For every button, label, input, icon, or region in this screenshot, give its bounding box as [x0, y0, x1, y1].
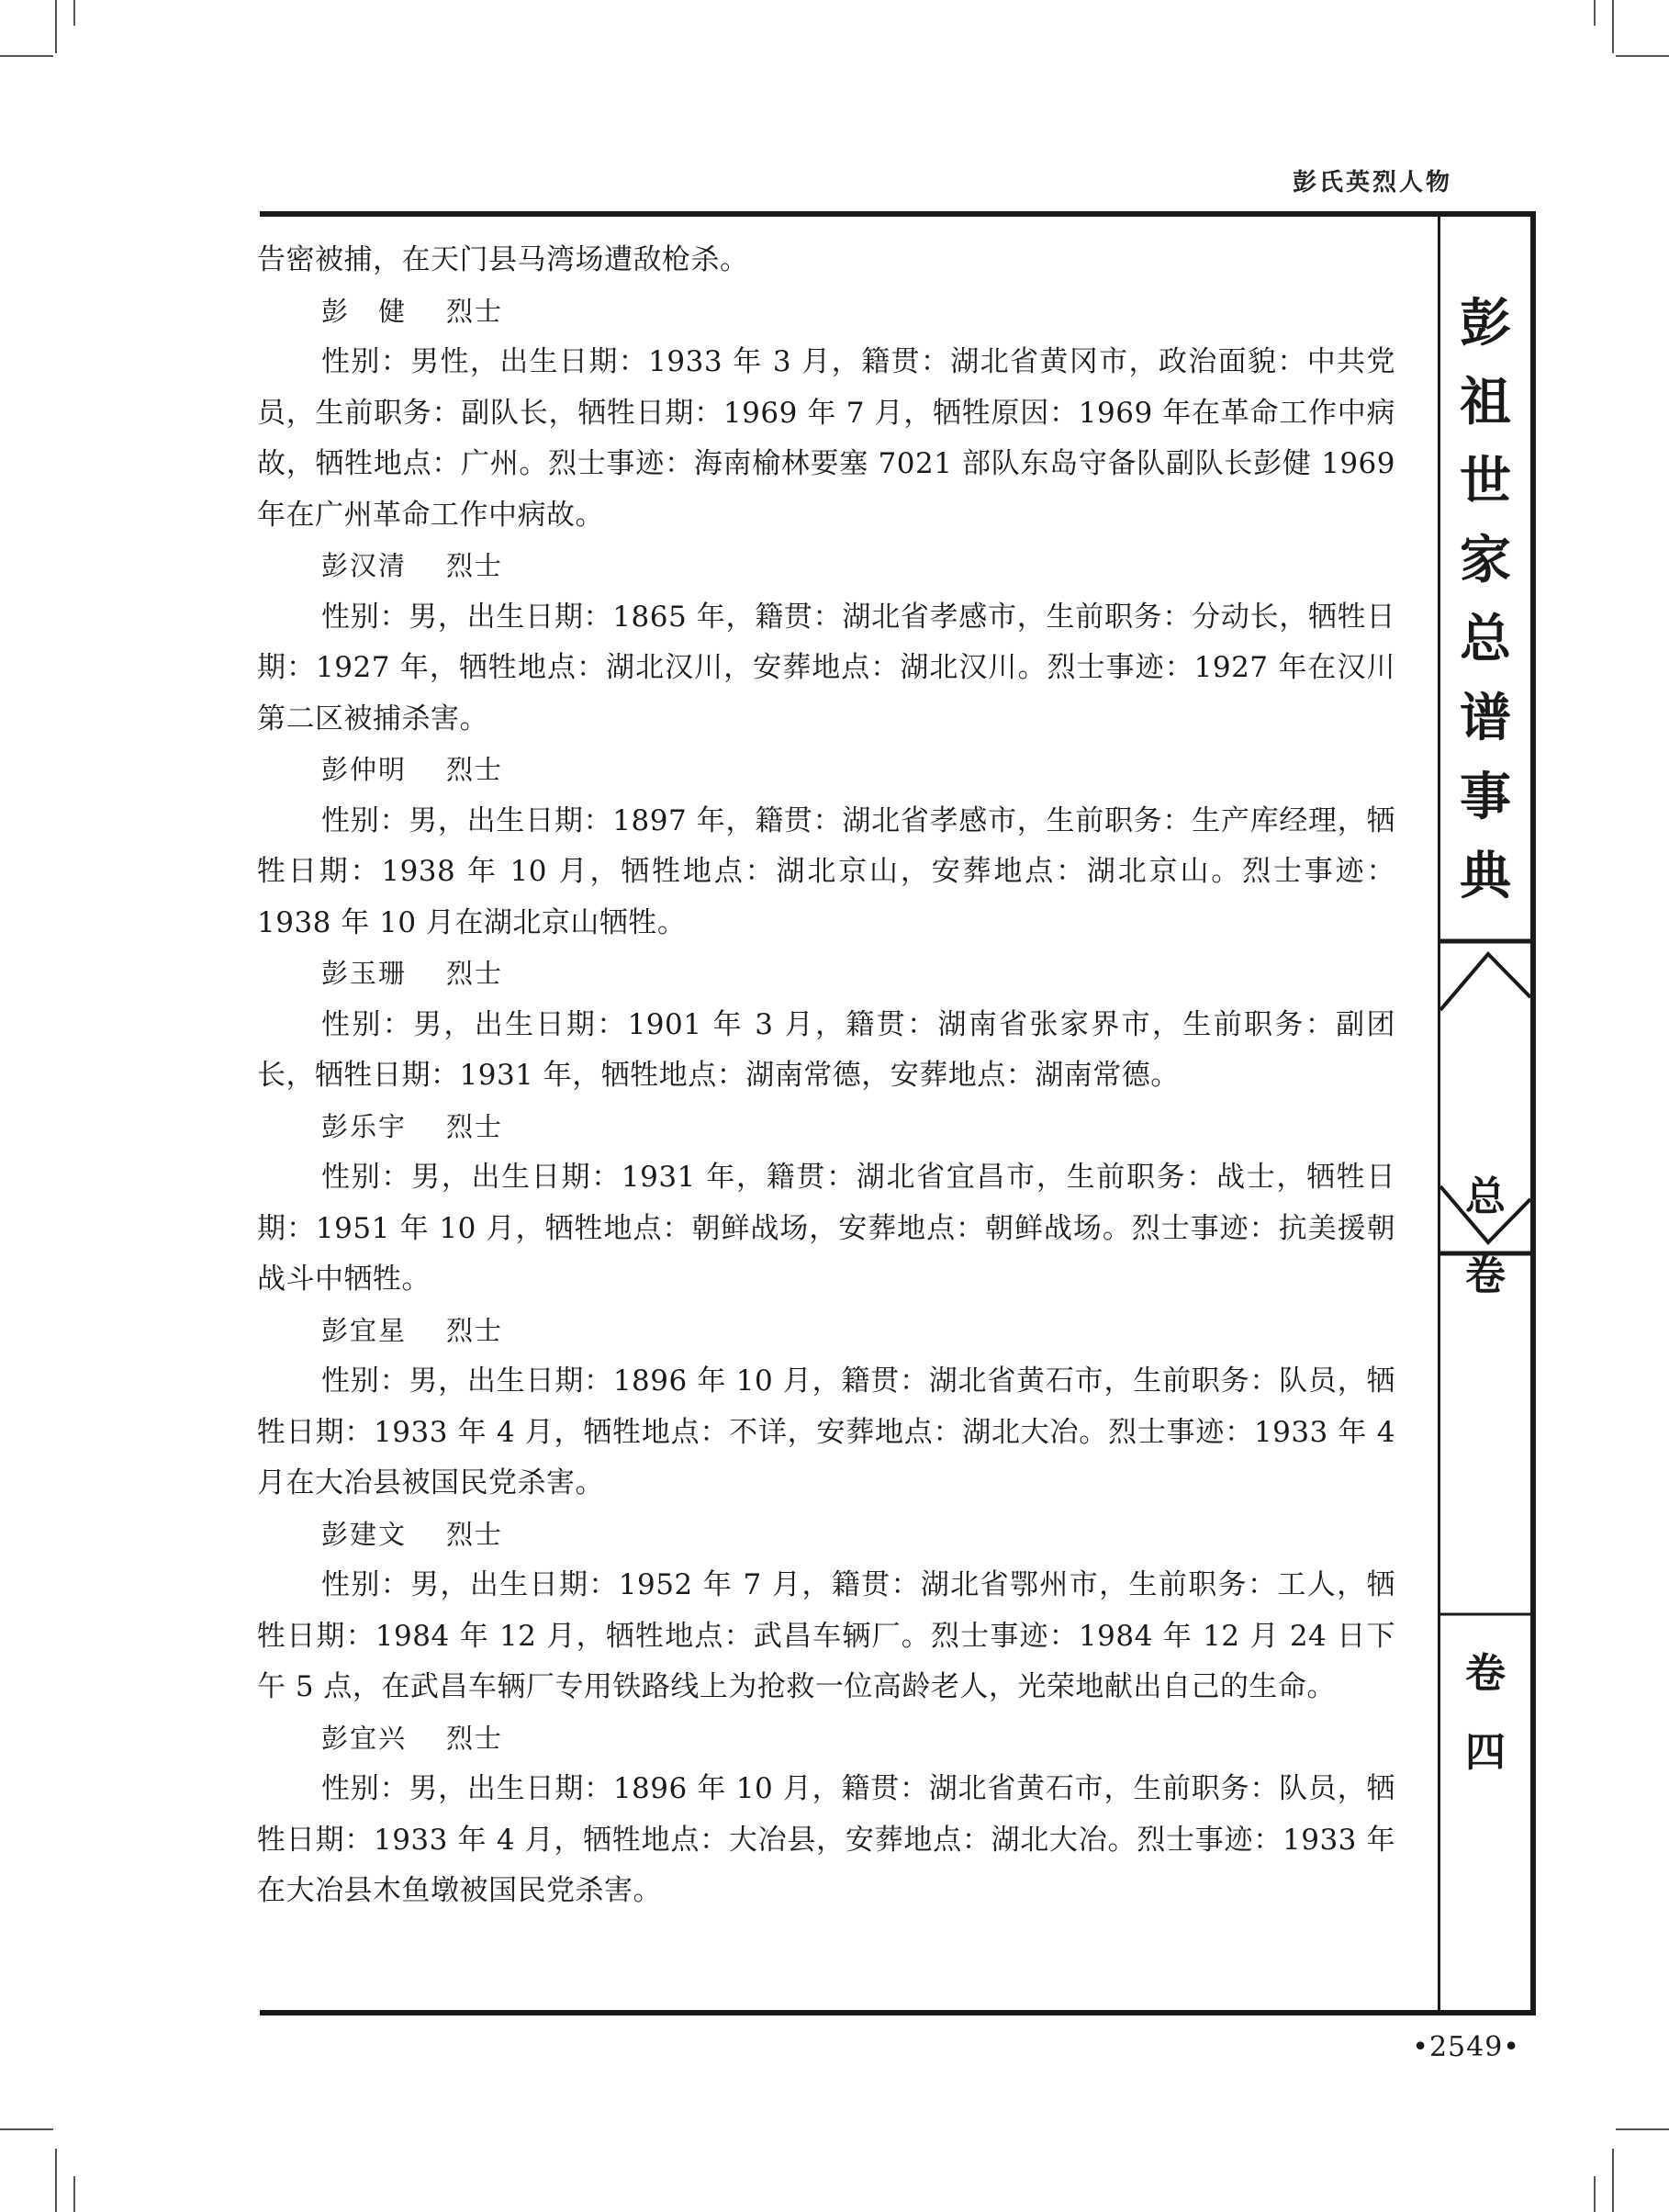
entry-text: 性别：男，出生日期：1865 年，籍贯：湖北省孝感市，生前职务：分动长，牺牲日期：1927 年，牺牲地点：湖北汉川，安葬地点：湖北汉川。烈士事迹：1927 年在汉川第二区被捕杀害。	[257, 600, 1395, 735]
entry-name: 彭建文	[321, 1518, 408, 1550]
spine-volume-char: 四	[1465, 1729, 1506, 1776]
entry-title: 烈士	[446, 1110, 504, 1142]
entry-text: 性别：男，出生日期：1896 年 10 月，籍贯：湖北省黄石市，生前职务：队员，牺牲日期：1933 年 4 月，牺牲地点：大冶县，安葬地点：湖北大冶。烈士事迹：1933 年在大冶县木鱼墩被国民党杀害。	[257, 1772, 1395, 1907]
crop-mark	[0, 2128, 53, 2130]
entry-name: 彭玉珊	[321, 958, 408, 989]
continued-paragraph: 告密被捕，在天门县马湾场遭敌枪杀。	[257, 243, 749, 276]
spine-title-char: 典	[1460, 847, 1511, 906]
spine-volume-char: 卷	[1465, 1650, 1506, 1697]
bottom-rule	[260, 2010, 1536, 2016]
crop-mark	[1612, 2149, 1614, 2212]
entry-heading	[257, 541, 1395, 592]
crop-mark	[55, 2149, 57, 2212]
entry-name: 彭 健	[321, 295, 408, 327]
spine-section	[1440, 1158, 1530, 1316]
spine-tab	[1438, 211, 1536, 2016]
crop-mark	[1616, 2128, 1669, 2130]
crop-mark	[1594, 2176, 1596, 2212]
crop-mark	[1616, 55, 1669, 57]
spine-title-char: 谱	[1460, 689, 1511, 748]
entry-name: 彭仲明	[321, 754, 408, 785]
entry-title: 烈士	[446, 754, 504, 785]
entry-text: 性别：男性，出生日期：1933 年 3 月，籍贯：湖北省黄冈市，政治面貌：中共党员，生前职务：副队长，牺牲日期：1969 年 7 月，牺牲原因：1969 年在革命工作中病故，牺牲地点：广州。烈士事迹：海南榆林要塞 7021 部队东岛守备队副队长彭健 1969 年在广州革命工作中病故。	[257, 345, 1395, 532]
crop-mark	[1612, 0, 1614, 53]
spine-title	[1440, 285, 1530, 916]
entry-title: 烈士	[446, 295, 504, 327]
entry-heading	[257, 1713, 1395, 1765]
entry-title: 烈士	[446, 550, 504, 581]
entry-title: 烈士	[446, 1314, 504, 1346]
entry-heading	[257, 1510, 1395, 1561]
entry-heading	[257, 745, 1395, 796]
entry-text: 性别：男，出生日期：1901 年 3 月，籍贯：湖南省张家界市，生前职务：副团长，牺牲日期：1931 年，牺牲地点：湖南常德，安葬地点：湖南常德。	[257, 1007, 1395, 1092]
entry-text: 性别：男，出生日期：1897 年，籍贯：湖北省孝感市，生前职务：生产库经理，牺牲日期：1938 年 10 月，牺牲地点：湖北京山，安葬地点：湖北京山。烈士事迹：1938 年 10 月在湖北京山牺牲。	[257, 803, 1395, 939]
entry-text: 性别：男，出生日期：1952 年 7 月，籍贯：湖北省鄂州市，生前职务：工人，牺牲日期：1984 年 12 月，牺牲地点：武昌车辆厂。烈士事迹：1984 年 12 月 24 日下午 5 点，在武昌车辆厂专用铁路线上为抢救一位高龄老人，光荣地献出自己的生命。	[257, 1568, 1395, 1703]
entry-name: 彭宜星	[321, 1314, 408, 1346]
entry-title: 烈士	[446, 1518, 504, 1550]
spine-section-char: 卷	[1465, 1252, 1506, 1299]
spine-title-char: 家	[1460, 531, 1511, 590]
spine-title-char: 彭	[1460, 294, 1511, 354]
crop-mark	[1594, 0, 1596, 26]
entry-text: 性别：男，出生日期：1931 年，籍贯：湖北省宜昌市，生前职务：战士，牺牲日期：1951 年 10 月，牺牲地点：朝鲜战场，安葬地点：朝鲜战场。烈士事迹：抗美援朝战斗中牺牲。	[257, 1161, 1395, 1296]
spine-title-char: 世	[1460, 452, 1511, 511]
entry-text: 性别：男，出生日期：1896 年 10 月，籍贯：湖北省黄石市，生前职务：队员，牺牲日期：1933 年 4 月，牺牲地点：不详，安葬地点：湖北大冶。烈士事迹：1933 年 4 月在大冶县被国民党杀害。	[257, 1364, 1395, 1499]
entry-heading	[257, 1102, 1395, 1153]
entry-name: 彭宜兴	[321, 1722, 408, 1754]
entry-heading	[257, 1306, 1395, 1357]
entry-title: 烈士	[446, 1722, 504, 1754]
entry-title: 烈士	[446, 958, 504, 989]
top-rule	[260, 211, 1536, 217]
spine-section-char: 总	[1465, 1173, 1506, 1220]
spine-volume	[1440, 1634, 1530, 1792]
entry-name: 彭汉清	[321, 550, 408, 581]
crop-mark	[55, 0, 57, 53]
entry-heading	[257, 949, 1395, 1000]
entry-name: 彭乐宇	[321, 1110, 408, 1142]
running-header: 彭氏英烈人物	[1292, 169, 1452, 196]
body-text	[257, 235, 1395, 1917]
page-number: •2549•	[1412, 2031, 1520, 2063]
crop-mark	[73, 2176, 75, 2212]
crop-mark	[73, 0, 75, 26]
spine-title-char: 总	[1460, 610, 1511, 669]
spine-title-char: 祖	[1460, 373, 1511, 432]
spine-title-char: 事	[1460, 768, 1511, 827]
crop-mark	[0, 55, 53, 57]
entry-heading	[257, 286, 1395, 338]
